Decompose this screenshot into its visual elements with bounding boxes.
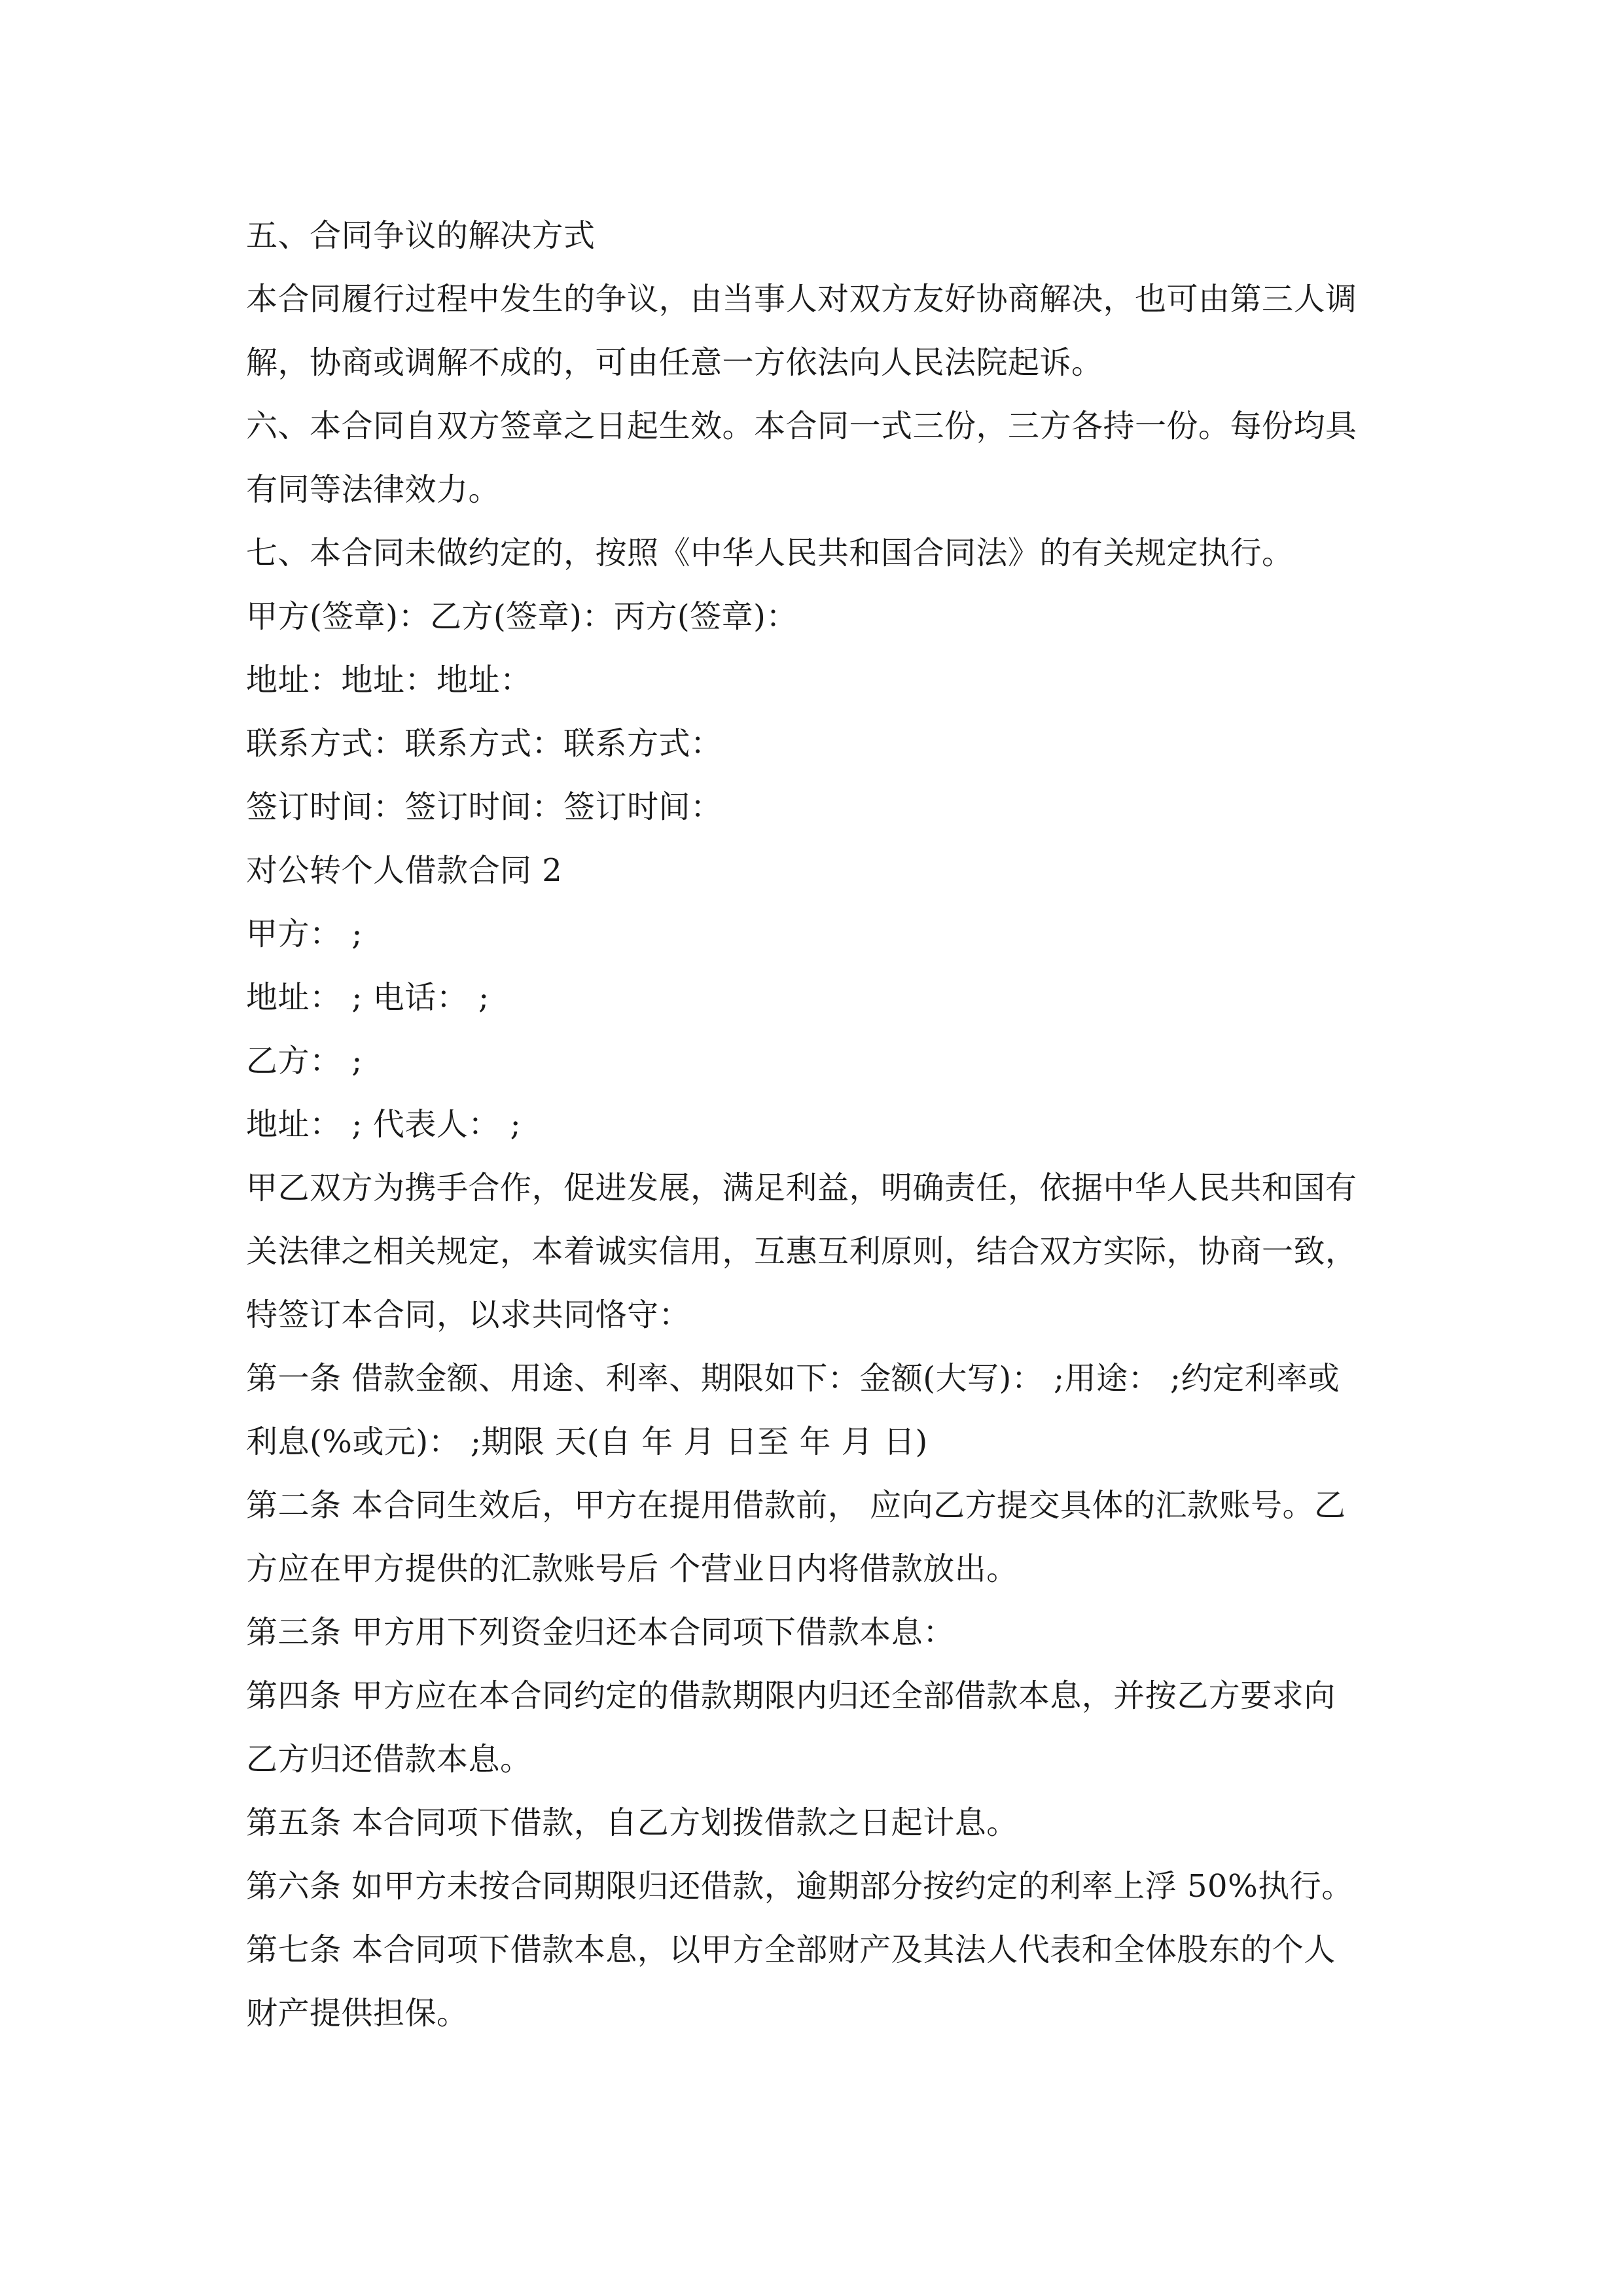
party-a-line: 甲方： ; xyxy=(246,916,363,952)
text-line: 有同等法律效力。 xyxy=(246,471,501,508)
article-5-line: 第五条 本合同项下借款，自乙方划拨借款之日起计息。 xyxy=(246,1804,1018,1841)
section-heading-5: 五、合同争议的解决方式 xyxy=(246,217,596,254)
article-4-line: 第四条 甲方应在本合同约定的借款期限内归还全部借款本息，并按乙方要求向 xyxy=(246,1677,1336,1714)
text-line: 七、本合同未做约定的，按照《中华人民共和国合同法》的有关规定执行。 xyxy=(246,535,1294,571)
article-6-line: 第六条 如甲方未按合同期限归还借款，逾期部分按约定的利率上浮 50%执行。 xyxy=(246,1868,1353,1905)
party-b-address-line: 地址： ; 代表人： ; xyxy=(246,1106,522,1143)
signature-row: 甲方(签章)：乙方(签章)：丙方(签章)： xyxy=(246,598,798,635)
article-1-line: 利息(%或元)： ;期限 天(自 年 月 日至 年 月 日) xyxy=(246,1424,928,1460)
article-2-line: 第二条 本合同生效后，甲方在提用借款前， 应向乙方提交具体的汇款账号。乙 xyxy=(246,1487,1346,1524)
text-line: 甲乙双方为携手合作，促进发展，满足利益，明确责任，依据中华人民共和国有 xyxy=(246,1170,1357,1206)
article-2-line: 方应在甲方提供的汇款账号后 个营业日内将借款放出。 xyxy=(246,1551,1018,1587)
contact-row: 联系方式：联系方式：联系方式： xyxy=(246,725,722,762)
text-line: 本合同履行过程中发生的争议，由当事人对双方友好协商解决，也可由第三人调 xyxy=(246,281,1357,317)
party-b-line: 乙方： ; xyxy=(246,1043,363,1079)
article-7-line: 财产提供担保。 xyxy=(246,1995,469,2032)
article-1-line: 第一条 借款金额、用途、利率、期限如下：金额(大写)： ;用途： ;约定利率或 xyxy=(246,1360,1340,1397)
text-line: 解，协商或调解不成的，可由任意一方依法向人民法院起诉。 xyxy=(246,344,1103,381)
article-3-line: 第三条 甲方用下列资金归还本合同项下借款本息： xyxy=(246,1614,955,1651)
party-a-address-line: 地址： ; 电话： ; xyxy=(246,979,490,1016)
address-row: 地址：地址：地址： xyxy=(246,662,532,698)
text-line: 关法律之相关规定，本着诚实信用，互惠互利原则，结合双方实际，协商一致， xyxy=(246,1233,1357,1270)
document-body xyxy=(246,204,1411,2045)
signing-date-row: 签订时间：签订时间：签订时间： xyxy=(246,789,722,825)
contract-title: 对公转个人借款合同 2 xyxy=(246,852,563,889)
text-line: 特签订本合同，以求共同恪守： xyxy=(246,1297,691,1333)
text-line: 六、本合同自双方签章之日起生效。本合同一式三份，三方各持一份。每份均具 xyxy=(246,408,1357,444)
article-7-line: 第七条 本合同项下借款本息，以甲方全部财产及其法人代表和全体股东的个人 xyxy=(246,1931,1336,1968)
article-4-line: 乙方归还借款本息。 xyxy=(246,1741,532,1778)
